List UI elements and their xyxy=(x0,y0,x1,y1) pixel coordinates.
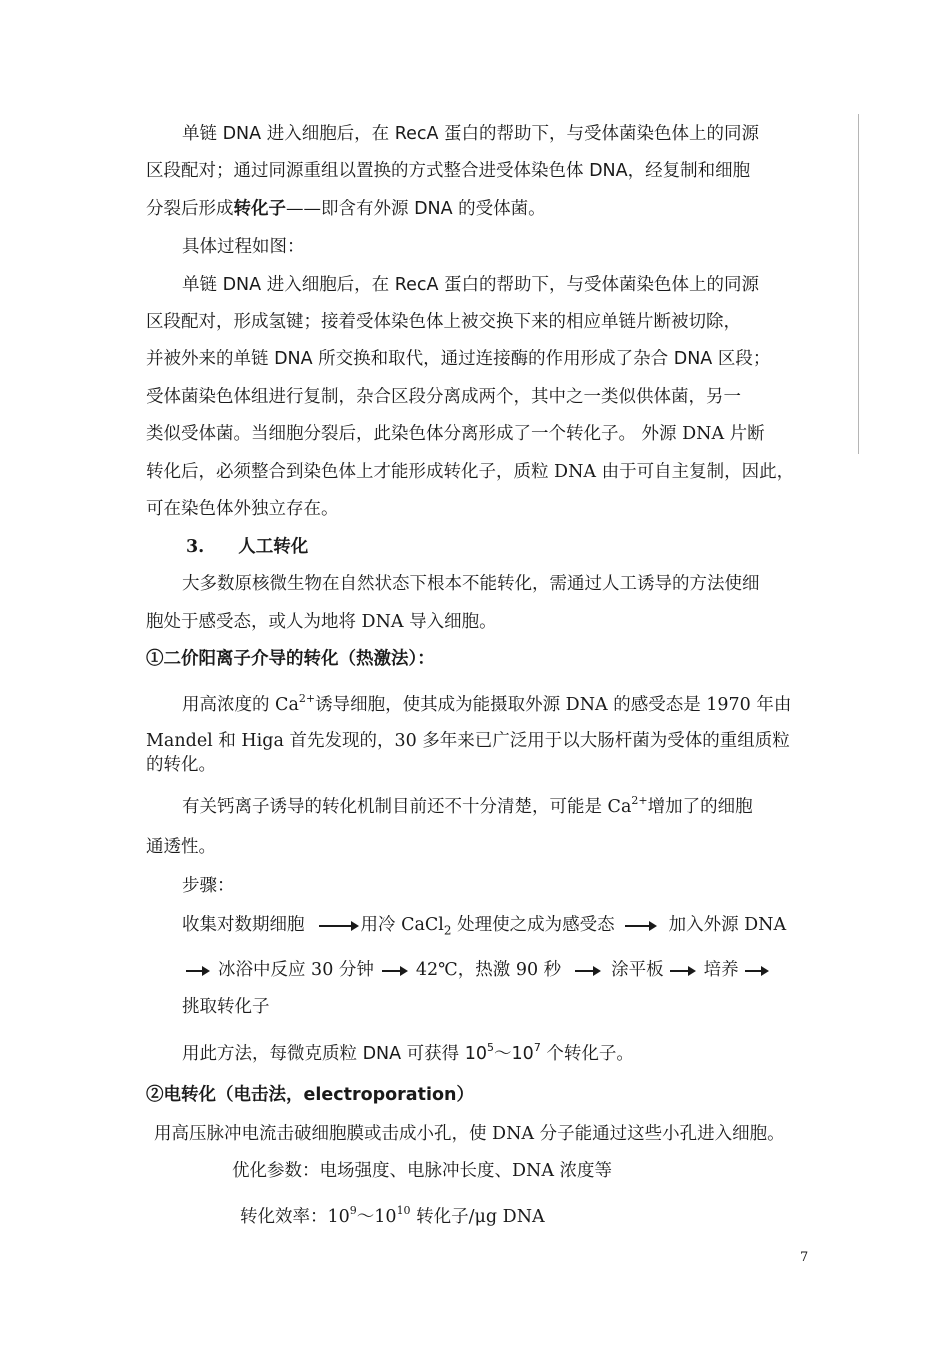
section-title: 人工转化 xyxy=(238,537,309,557)
step-4: 冰浴中反应 30 分钟 xyxy=(218,960,374,980)
heading-heat-shock: ①二价阳离子介导的转化（热激法）： xyxy=(146,649,435,669)
p3-line1: 单链 DNA 进入细胞后，在 RecA 蛋白的帮助下，与受体菌染色体上的同源 xyxy=(182,275,760,295)
p3-line3: 并被外来的单链 DNA 所交换和取代，通过连接酶的作用形成了杂合 DNA 区段； xyxy=(146,349,771,369)
arrow-icon xyxy=(319,925,357,927)
step-5: 42℃，热激 90 秒 xyxy=(415,960,562,980)
page-number: 7 xyxy=(800,1250,809,1265)
p7: 用此方法，每微克质粒 DNA 可获得 $10^5\sim 10^7$ 个转化子。 xyxy=(182,1041,634,1064)
p8-line3: 转化效率：$10^9\sim 10^{10}$ 转化子/μg DNA xyxy=(240,1204,545,1227)
p4-line1: 大多数原核微生物在自然状态下根本不能转化，需通过人工诱导的方法使细 xyxy=(182,574,760,594)
p6-line2: 通透性。 xyxy=(146,837,216,857)
step-6: 涂平板 xyxy=(611,960,664,980)
margin-rule xyxy=(858,114,859,454)
p5-line2: Mandel 和 Higa 首先发现的，30 多年来已广泛用于以大肠杆菌为受体的重组质粒 xyxy=(146,731,790,751)
p5-line1: 用高浓度的 $Ca^{2+}$诱导细胞，使其成为能摄取外源 DNA 的感受态是 1970 年由 xyxy=(182,692,792,715)
arrow-icon xyxy=(625,925,655,927)
p2-text: 具体过程如图： xyxy=(182,237,305,257)
p8-line2: 优化参数：电场强度、电脉冲长度、DNA 浓度等 xyxy=(232,1161,613,1181)
arrow-icon xyxy=(575,970,599,972)
step-7: 培养 xyxy=(703,960,739,980)
p5-line3: 的转化。 xyxy=(146,755,216,775)
term-transformant: 转化子 xyxy=(233,199,286,219)
arrow-icon xyxy=(186,970,208,972)
arrow-icon xyxy=(745,970,767,972)
section-heading-3 xyxy=(186,534,308,560)
steps-label: 步骤： xyxy=(182,876,235,896)
p3-line5: 类似受体菌。当细胞分裂后，此染色体分离形成了一个转化子。 外源 DNA 片断 xyxy=(146,424,765,444)
steps-line2 xyxy=(186,957,771,983)
p1-line2: 区段配对；通过同源重组以置换的方式整合进受体染色体 DNA，经复制和细胞 xyxy=(146,161,751,181)
p3-line4: 受体菌染色体组进行复制，杂合区段分离成两个，其中之一类似供体菌，另一 xyxy=(146,387,741,407)
step-2: 用冷 CaCl$_2$ 处理使之成为感受态 xyxy=(360,915,615,938)
p3-line7: 可在染色体外独立存在。 xyxy=(146,499,339,519)
p3-line6: 转化后，必须整合到染色体上才能形成转化子，质粒 DNA 由于可自主复制，因此， xyxy=(146,462,795,482)
p6-line1: 有关钙离子诱导的转化机制目前还不十分清楚，可能是 $Ca^{2+}$增加了的细胞 xyxy=(182,794,753,817)
p8-line1: 用高压脉冲电流击破细胞膜或击成小孔，使 DNA 分子能通过这些小孔进入细胞。 xyxy=(154,1124,785,1144)
arrow-icon xyxy=(382,970,406,972)
step-8: 挑取转化子 xyxy=(182,997,270,1017)
p4-line2: 胞处于感受态，或人为地将 DNA 导入细胞。 xyxy=(146,612,497,632)
arrow-icon xyxy=(670,970,694,972)
steps-line1 xyxy=(182,912,786,938)
p1-line1: 单链 DNA 进入细胞后，在 RecA 蛋白的帮助下，与受体菌染色体上的同源 xyxy=(182,124,760,144)
step-3: 加入外源 DNA xyxy=(668,915,787,935)
p1-line3: 分裂后形成转化子——即含有外源 DNA 的受体菌。 xyxy=(146,199,546,219)
section-number: 3. xyxy=(186,537,205,557)
p3-line2: 区段配对，形成氢键；接着受体染色体上被交换下来的相应单链片断被切除， xyxy=(146,312,741,332)
heading-electroporation: ②电转化（电击法，electroporation） xyxy=(146,1085,474,1105)
step-1: 收集对数期细胞 xyxy=(182,915,305,935)
